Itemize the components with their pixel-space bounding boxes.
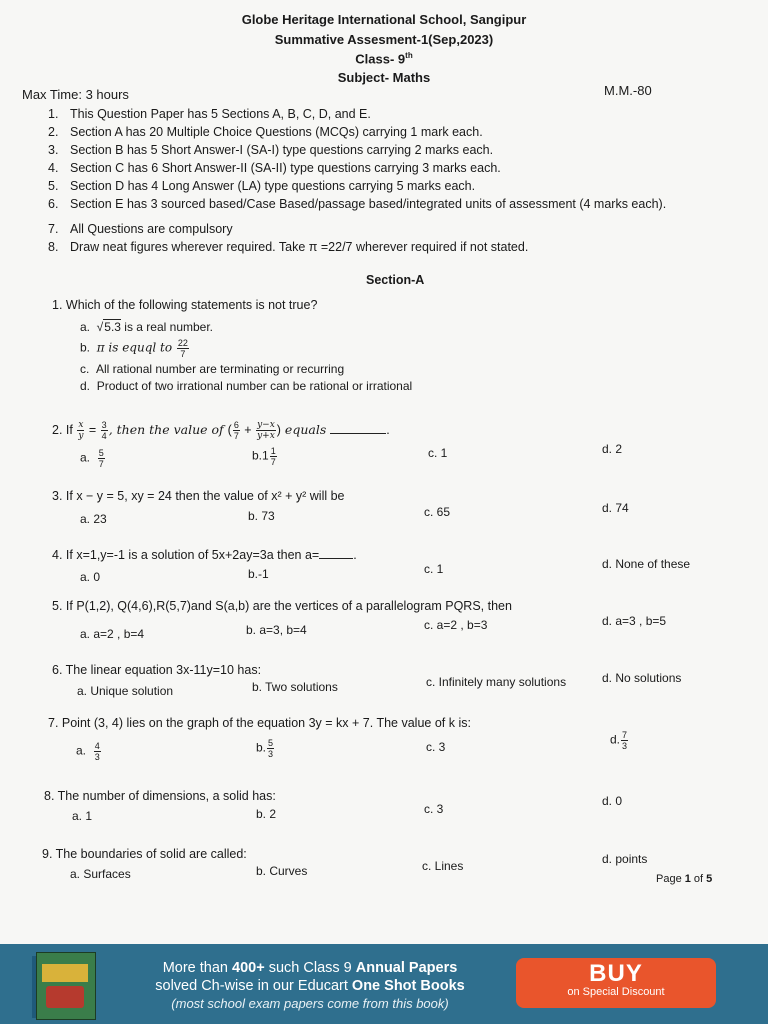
q4-option-d: d. None of these: [602, 557, 691, 571]
question-3: 3. If x − y = 5, xy = 24 then the value of x² + y² will be: [52, 489, 345, 503]
instruction-1: 1. This Question Paper has 5 Sections A, B, C, D, and E.: [48, 107, 371, 121]
question-7: 7. Point (3, 4) lies on the graph of the equation 3y = kx + 7. The value of k is:: [48, 716, 471, 730]
buy-sublabel: on Special Discount: [567, 986, 665, 998]
q4-option-b: b.-1: [248, 567, 269, 581]
promo-note: (most school exam papers come from this book): [171, 996, 449, 1011]
question-2: 2. If $\frac{x}{y}$ = $\frac{3}{4}$ , then the value of ( $\frac{6}{7}$ + $\frac{y-x}{y+x}$ ) equals .: [52, 420, 390, 441]
school-name: Globe Heritage International School, Sangipur: [241, 12, 527, 27]
instruction-4: 4. Section C has 6 Short Answer-II (SA-II) type questions carrying 3 marks each.: [48, 161, 501, 175]
page-number: Page 1 of 5: [656, 873, 713, 885]
q2-option-d: d. 2: [602, 442, 623, 456]
q3-option-d: d. 74: [602, 501, 629, 515]
q7-option-a: a. $\frac{4}{3}$: [76, 741, 100, 762]
q9-option-b: b. Curves: [256, 864, 308, 878]
q6-option-b: b. Two solutions: [252, 680, 338, 694]
q4-option-a: a. 0: [80, 570, 101, 584]
q8-option-b: b. 2: [256, 807, 277, 821]
q8-option-c: c. 3: [424, 802, 444, 816]
q1-option-b: b. π is equql to $\frac{22}{7}$: [80, 338, 188, 359]
book-cover-icon: [32, 950, 98, 1020]
q4-option-c: c. 1: [424, 562, 444, 576]
q2-option-c: c. 1: [428, 446, 448, 460]
q3-option-c: c. 65: [424, 505, 451, 519]
q9-option-a: a. Surfaces: [70, 867, 131, 881]
promo-banner[interactable]: [0, 944, 768, 1024]
max-marks: M.M.-80: [604, 83, 652, 98]
q5-option-c: c. a=2 , b=3: [424, 618, 488, 632]
q7-option-c: c. 3: [426, 740, 446, 754]
q6-option-a: a. Unique solution: [77, 684, 174, 698]
instruction-3: 3. Section B has 5 Short Answer-I (SA-I) type questions carrying 2 marks each.: [48, 143, 494, 157]
q9-option-d: d. points: [602, 852, 648, 866]
buy-button[interactable]: [516, 958, 716, 1008]
q5-option-d: d. a=3 , b=5: [602, 614, 667, 628]
instruction-2: 2. Section A has 20 Multiple Choice Questions (MCQs) carrying 1 mark each.: [48, 125, 483, 139]
class-label: Class- 9th: [355, 51, 413, 67]
question-1: 1. Which of the following statements is not true?: [52, 298, 318, 312]
q9-option-c: c. Lines: [422, 859, 464, 873]
promo-line-1: More than 400+ such Class 9 Annual Papers: [162, 960, 458, 976]
subject-label: Subject- Maths: [337, 70, 431, 85]
q6-option-c: c. Infinitely many solutions: [426, 675, 567, 689]
question-6: 6. The linear equation 3x-11y=10 has:: [52, 663, 262, 677]
q1-option-a: a. √5.3 is a real number.: [80, 320, 214, 334]
q1-option-c: c. All rational number are terminating or recurring: [80, 362, 345, 376]
instruction-6: 6. Section E has 3 sourced based/Case Based/passage based/integrated units of assessment (4 marks each).: [48, 197, 667, 211]
q3-option-b: b. 73: [248, 509, 275, 523]
q7-option-d: d. $\frac{7}{3}$: [610, 730, 628, 751]
exam-title: Summative Assesment-1(Sep,2023): [274, 32, 494, 47]
buy-label: BUY: [589, 960, 643, 987]
question-9: 9. The boundaries of solid are called:: [42, 847, 247, 861]
q8-option-d: d. 0: [602, 794, 623, 808]
promo-line-2: solved Ch-wise in our Educart One Shot Books: [155, 978, 465, 994]
max-time: Max Time: 3 hours: [22, 87, 129, 102]
q5-option-b: b. a=3, b=4: [246, 623, 307, 637]
q3-option-a: a. 23: [80, 512, 107, 526]
question-8: 8. The number of dimensions, a solid has:: [44, 789, 276, 803]
q1-option-d: d. Product of two irrational number can be rational or irrational: [80, 379, 413, 393]
instruction-8: 8. Draw neat figures wherever required. Take π =22/7 wherever required if not stated.: [48, 240, 529, 254]
q2-option-a: a. $\frac{5}{7}$: [80, 448, 104, 469]
section-title: Section-A: [366, 273, 425, 287]
question-4: 4. If x=1,y=-1 is a solution of 5x+2ay=3a then a= .: [52, 548, 357, 562]
q5-option-a: a. a=2 , b=4: [80, 627, 145, 641]
question-5: 5. If P(1,2), Q(4,6),R(5,7)and S(a,b) are the vertices of a parallelogram PQRS, then: [52, 599, 512, 613]
q7-option-b: b. $\frac{5}{3}$: [256, 738, 274, 759]
q2-option-b: b.1 $\frac{1}{7}$: [252, 446, 276, 467]
instruction-7: 7. All Questions are compulsory: [48, 222, 233, 236]
q8-option-a: a. 1: [72, 809, 93, 823]
q6-option-d: d. No solutions: [602, 671, 682, 685]
instruction-5: 5. Section D has 4 Long Answer (LA) type questions carrying 5 marks each.: [48, 179, 476, 193]
